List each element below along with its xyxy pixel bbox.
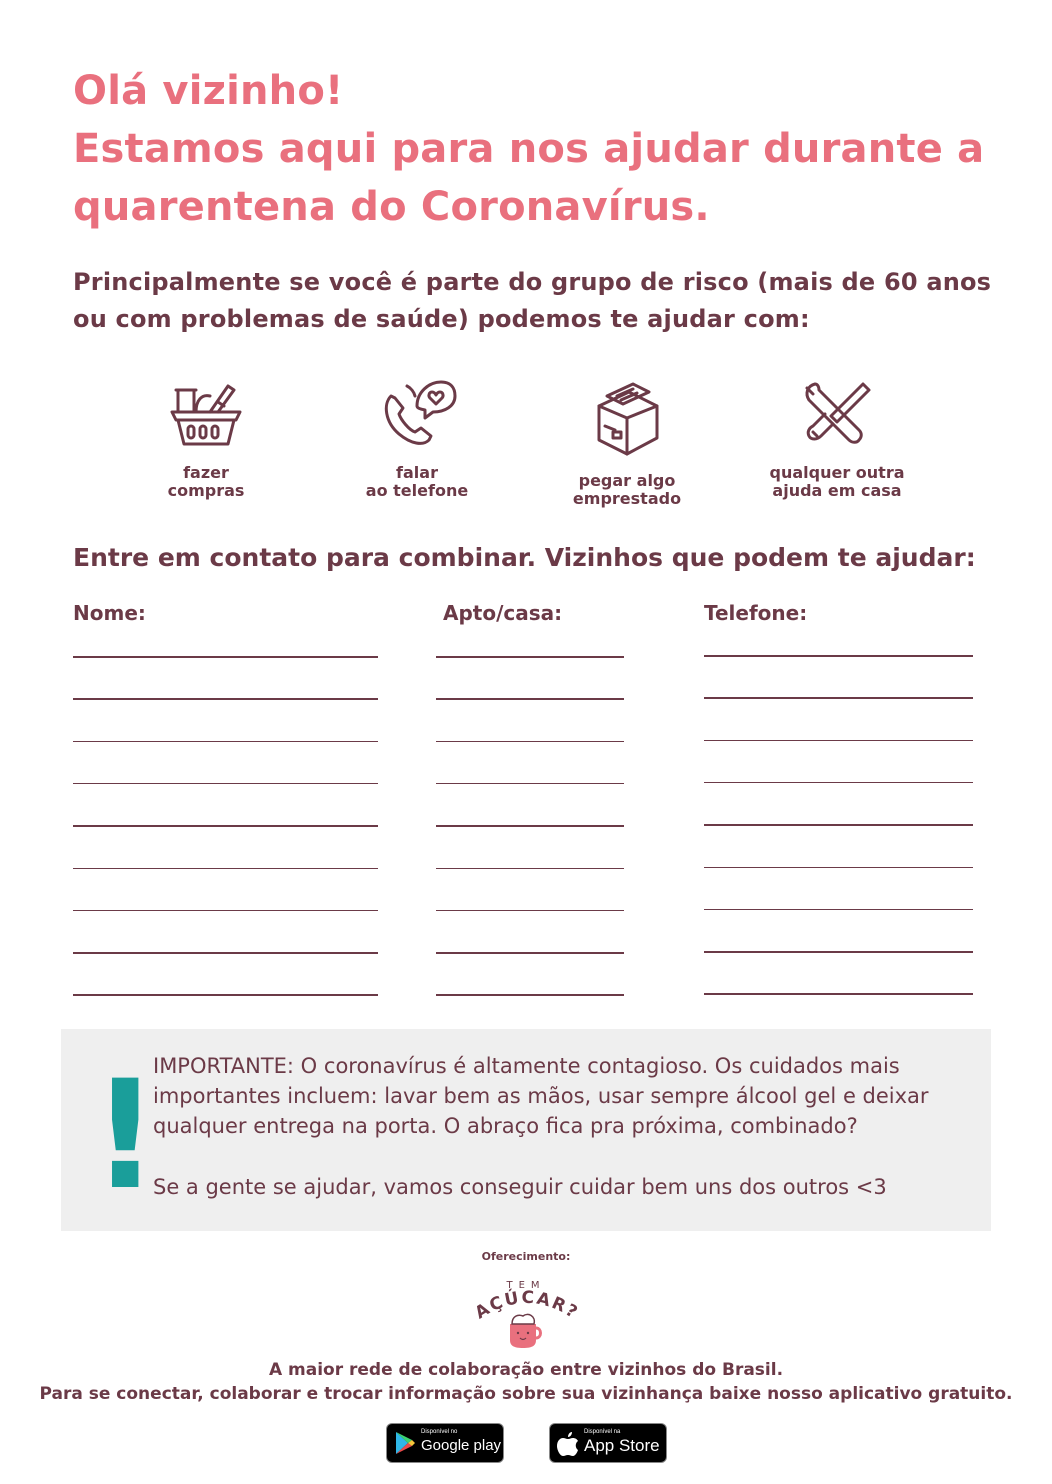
apartment-line <box>436 868 624 870</box>
page-heading <box>73 62 1013 236</box>
footer-tagline <box>0 1358 1052 1406</box>
apple-icon <box>557 1431 579 1457</box>
service-label: pegar algo emprestado <box>572 471 682 508</box>
heading-line-3: quarentena do Coronavírus. <box>73 184 710 230</box>
name-line <box>73 783 378 785</box>
name-line <box>73 868 378 870</box>
apartment-line <box>436 783 624 785</box>
name-line <box>73 825 378 827</box>
services-row <box>0 378 1052 508</box>
google-play-label: Google play <box>421 1437 502 1454</box>
phone-line <box>704 782 973 784</box>
apartment-line <box>436 698 624 700</box>
app-store-label: App Store <box>584 1436 660 1455</box>
service-phone <box>322 378 512 500</box>
apartment-line <box>436 825 624 827</box>
name-line <box>73 741 378 743</box>
box-icon <box>587 378 667 458</box>
phone-line <box>704 909 973 911</box>
heading-line-2: Estamos aqui para nos ajudar durante a <box>73 126 985 172</box>
contact-title: Entre em contato para combinar. Vizinhos que podem te ajudar: <box>73 543 976 572</box>
shopping-basket-icon <box>166 378 246 450</box>
phone-line <box>704 655 973 657</box>
service-label: fazer compras <box>167 463 245 500</box>
name-line <box>73 698 378 700</box>
sponsor-label: Oferecimento: <box>481 1250 571 1263</box>
name-line <box>73 656 378 658</box>
google-play-small-label: Disponível no <box>421 1429 458 1435</box>
service-borrow <box>532 378 722 508</box>
phone-line <box>704 824 973 826</box>
apartment-line <box>436 910 624 912</box>
apartment-line <box>436 952 624 954</box>
phone-heart-icon <box>377 378 457 450</box>
tagline-line-2: Para se conectar, colaborar e trocar informação sobre sua vizinhança baixe nosso aplicativo gratuito. <box>39 1384 1013 1404</box>
apartment-line <box>436 656 624 658</box>
app-store-small-label: Disponível na <box>584 1429 621 1435</box>
logo-top-text: TEM <box>506 1280 546 1291</box>
phone-line <box>704 740 973 742</box>
greeting-title: Olá vizinho! <box>73 68 344 114</box>
apartment-line <box>436 741 624 743</box>
phone-line <box>704 993 973 995</box>
google-play-icon <box>394 1431 416 1455</box>
intro-text: Principalmente se você é parte do grupo de risco (mais de 60 anos ou com problemas de saúde) podemos te ajudar com: <box>73 268 992 333</box>
name-line <box>73 952 378 954</box>
column-header-name: Nome: <box>73 601 146 625</box>
service-other-help <box>742 378 932 500</box>
important-text <box>153 1051 973 1202</box>
important-paragraph: IMPORTANTE: O coronavírus é altamente contagioso. Os cuidados mais importantes incluem: lavar bem as mãos, usar sempre álcool gel e deixar qualquer entrega na porta. O abraço fica pra próxima, combinado? <box>153 1054 929 1138</box>
google-play-button[interactable] <box>386 1423 504 1463</box>
service-label: qualquer outra ajuda em casa <box>769 463 905 500</box>
column-header-apartment: Apto/casa: <box>443 601 563 625</box>
closing-paragraph: Se a gente se ajudar, vamos conseguir cuidar bem uns dos outros <3 <box>153 1175 887 1199</box>
name-line <box>73 910 378 912</box>
service-label: falar ao telefone <box>365 463 469 500</box>
phone-line <box>704 867 973 869</box>
phone-line <box>704 951 973 953</box>
tagline-line-1: A maior rede de colaboração entre vizinhos do Brasil. <box>268 1360 784 1380</box>
column-header-phone: Telefone: <box>704 601 808 625</box>
app-store-button[interactable] <box>549 1423 667 1463</box>
service-shopping <box>111 378 301 500</box>
apartment-line <box>436 994 624 996</box>
tem-acucar-logo <box>466 1276 586 1354</box>
important-panel <box>61 1029 991 1231</box>
name-line <box>73 994 378 996</box>
tools-icon <box>797 378 877 450</box>
phone-line <box>704 697 973 699</box>
exclamation-icon: ! <box>91 1049 160 1223</box>
logo-main-text: AÇÚCAR? <box>471 1287 583 1324</box>
